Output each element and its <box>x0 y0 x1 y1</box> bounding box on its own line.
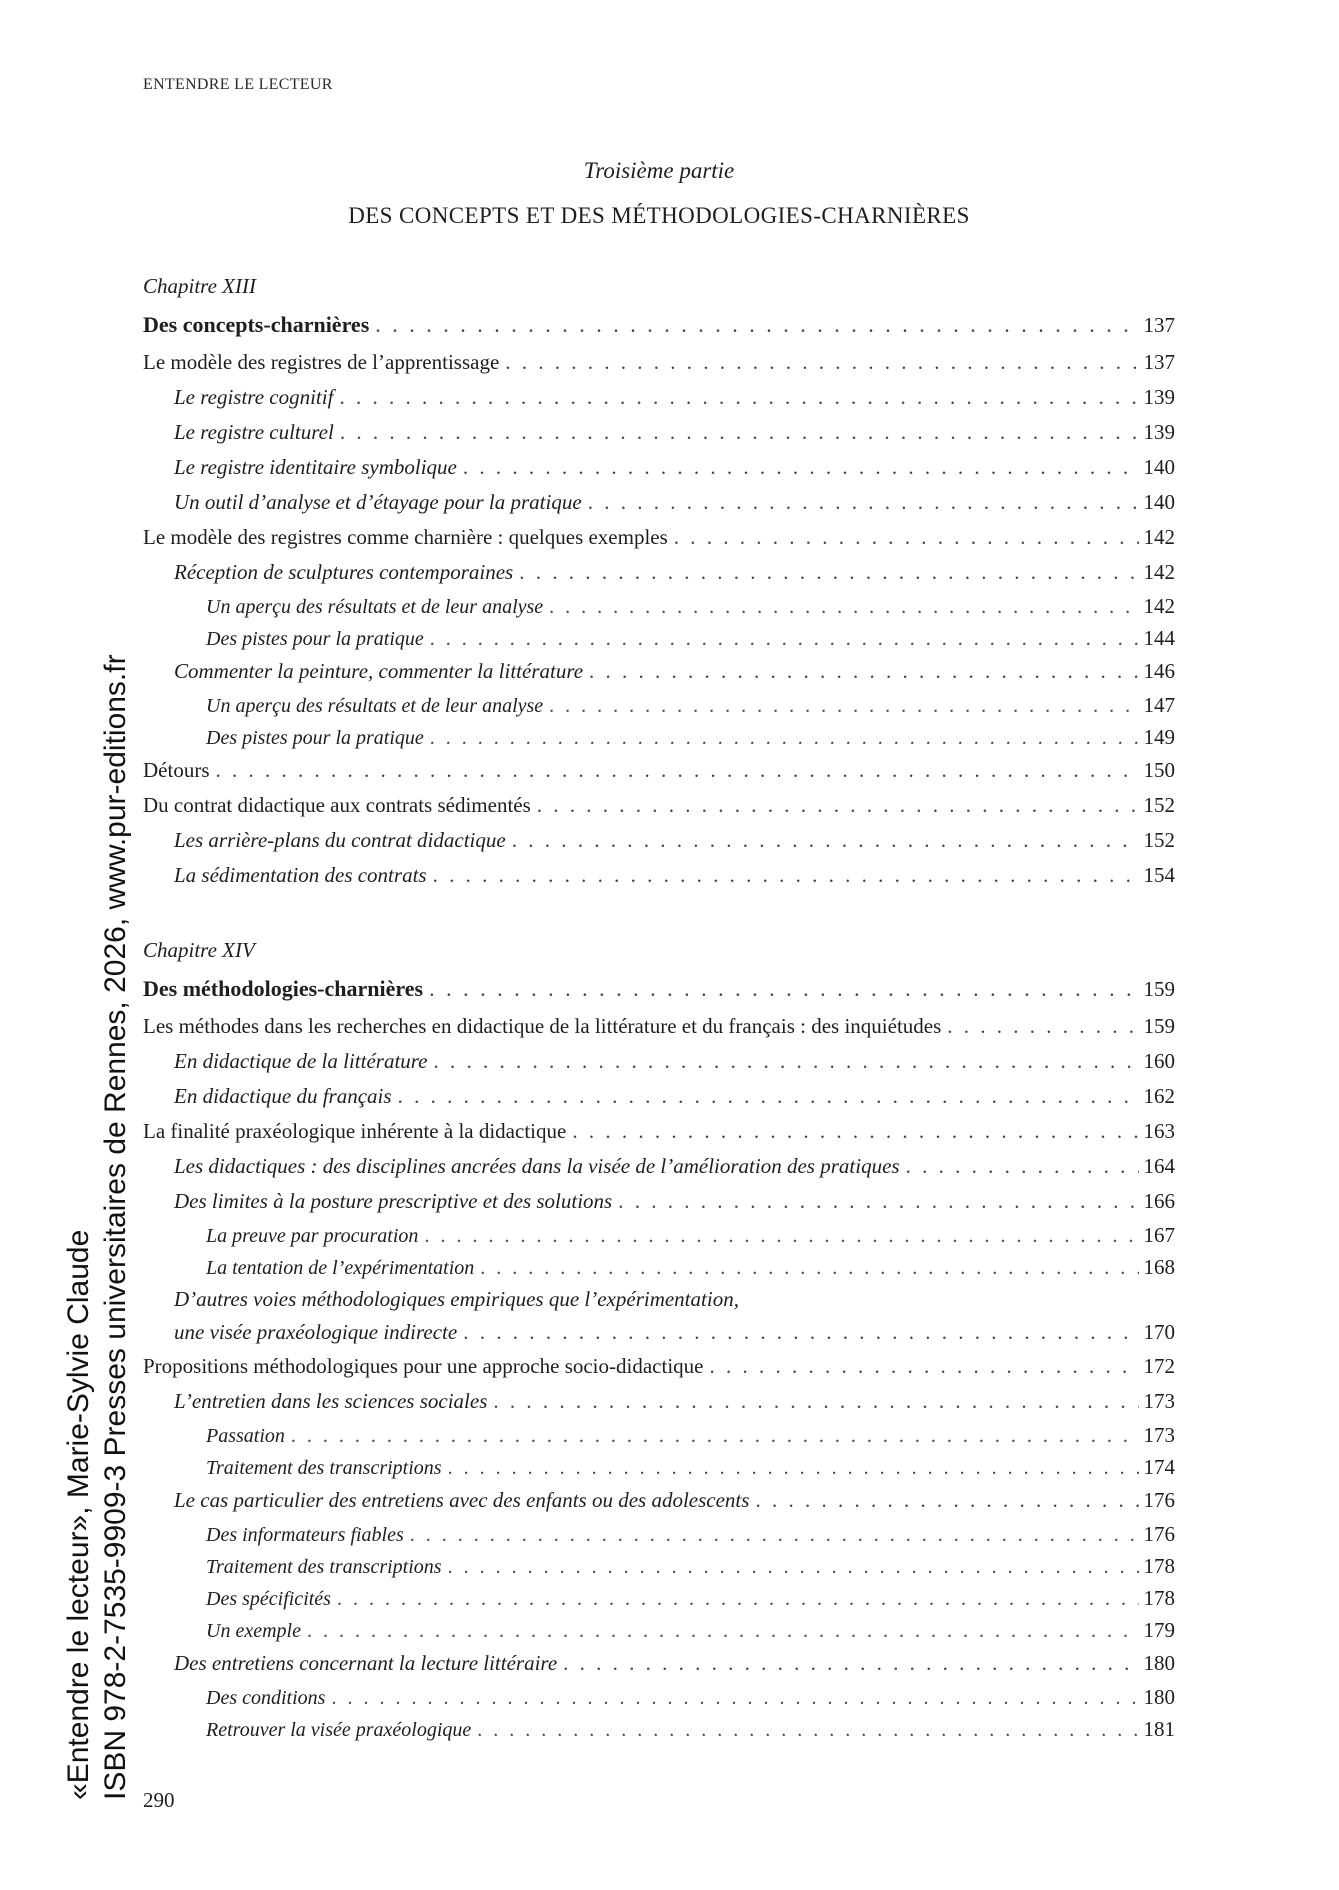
toc-chapter <box>143 267 1175 893</box>
toc-entry[interactable] <box>143 1384 1175 1419</box>
dot-leader <box>906 1149 1139 1184</box>
toc-entry[interactable] <box>143 1044 1175 1079</box>
toc-entry-page: 173 <box>1143 1389 1175 1413</box>
dot-leader <box>477 1714 1138 1746</box>
dot-leader <box>430 623 1139 655</box>
toc-entry-title: Un exemple <box>206 1620 301 1642</box>
toc-entry-page: 142 <box>1143 594 1175 618</box>
toc-entry-page: 178 <box>1143 1586 1175 1610</box>
dot-leader <box>375 305 1138 345</box>
toc-entry[interactable] <box>143 1518 1175 1550</box>
toc-entry[interactable] <box>143 590 1175 622</box>
toc-entry-title: La preuve par procuration <box>206 1225 419 1247</box>
toc-entry-page: 144 <box>1143 626 1175 650</box>
toc-entry-title: Des méthodologies-charnières <box>143 976 424 1001</box>
toc-entry-title: La tentation de l’expérimentation <box>206 1257 475 1279</box>
toc-entry-title: Des limites à la posture prescriptive et des solutions <box>174 1189 613 1213</box>
toc-entry-title: Traitement des transcriptions <box>206 1457 442 1479</box>
toc-entry-page: 166 <box>1143 1189 1175 1213</box>
dot-leader <box>433 858 1139 893</box>
toc-entry-page: 180 <box>1143 1685 1175 1709</box>
dot-leader <box>947 1009 1138 1044</box>
toc-entry[interactable] <box>143 1451 1175 1483</box>
toc-entry[interactable] <box>143 1184 1175 1219</box>
toc-entry[interactable] <box>143 753 1175 788</box>
toc-entry-title: Retrouver la visée praxéologique <box>206 1719 472 1741</box>
dot-leader <box>410 1519 1139 1551</box>
dot-leader <box>448 1452 1139 1484</box>
toc-entry-title: Les didactiques : des disciplines ancrées dans la visée de l’amélioration des pratiques <box>174 1154 900 1178</box>
toc-entry-title: Réception de sculptures contemporaines <box>174 560 514 584</box>
toc-entry-page: 176 <box>1143 1522 1175 1546</box>
toc-entry-title: Le modèle des registres de l’apprentissage <box>143 350 500 374</box>
dot-leader <box>434 1044 1139 1079</box>
toc-entry-title: Un aperçu des résultats et de leur analyse <box>206 596 544 618</box>
dot-leader <box>331 1682 1138 1714</box>
chapter-title-entry[interactable] <box>143 305 1175 345</box>
toc-entry[interactable] <box>143 555 1175 590</box>
toc-entry-page: 142 <box>1143 525 1175 549</box>
dot-leader <box>618 1184 1138 1219</box>
toc-entry[interactable] <box>143 1483 1175 1518</box>
toc-entry-page: 140 <box>1143 490 1175 514</box>
toc-entry-page: 154 <box>1143 863 1175 887</box>
dot-leader <box>339 380 1138 415</box>
toc-entry-title: Un aperçu des résultats et de leur analyse <box>206 695 544 717</box>
toc-entry-page: 137 <box>1143 350 1175 374</box>
toc-entry[interactable] <box>143 1646 1175 1681</box>
page-number: 290 <box>143 1788 175 1812</box>
toc-entry-page: 159 <box>1143 1014 1175 1038</box>
toc-entry-page: 170 <box>1143 1320 1175 1344</box>
toc-entry-page: 173 <box>1143 1423 1175 1447</box>
toc-entry-page: 160 <box>1143 1049 1175 1073</box>
toc-entry-title: Des spécificités <box>206 1588 331 1610</box>
dot-leader <box>709 1349 1138 1384</box>
toc-entry[interactable] <box>143 1149 1175 1184</box>
toc-entry-page: 152 <box>1143 828 1175 852</box>
toc-entry-page: 140 <box>1143 455 1175 479</box>
toc-entry[interactable] <box>143 1550 1175 1582</box>
toc-entry[interactable] <box>143 1713 1175 1745</box>
dot-leader <box>519 555 1138 590</box>
toc-entry[interactable] <box>143 721 1175 753</box>
toc-entry-title: Des concepts-charnières <box>143 312 370 337</box>
toc-entry-page: 146 <box>1143 659 1175 683</box>
toc-entry[interactable] <box>143 1614 1175 1646</box>
dot-leader <box>588 485 1139 520</box>
toc-entry-title: Détours <box>143 758 210 782</box>
toc-entry-title: En didactique du français <box>174 1084 392 1108</box>
dot-leader <box>589 654 1138 689</box>
toc-entry-title: Traitement des transcriptions <box>206 1556 442 1578</box>
toc-entry-page: 142 <box>1143 560 1175 584</box>
chapter-label: Chapitre XIII <box>143 274 256 298</box>
toc-entry-page: 139 <box>1143 420 1175 444</box>
toc-entry[interactable] <box>143 1079 1175 1114</box>
dot-leader <box>307 1615 1139 1647</box>
toc-entry[interactable] <box>143 415 1175 450</box>
dot-leader <box>430 722 1139 754</box>
part-subtitle: DES CONCEPTS ET DES MÉTHODOLOGIES-CHARNIÈRES <box>348 203 970 228</box>
toc-entry-title: une visée praxéologique indirecte <box>174 1320 458 1344</box>
toc-entry[interactable] <box>143 788 1175 823</box>
dot-leader <box>537 788 1139 823</box>
dot-leader <box>512 823 1139 858</box>
toc-entry[interactable] <box>143 1219 1175 1251</box>
side-note-line-2: ISBN 978-2-7535-9909-3 Presses universitaires de Rennes, 2026, www.pur-editions.fr <box>99 654 132 1800</box>
toc-entry-page: 164 <box>1143 1154 1175 1178</box>
toc-entry-title: Passation <box>206 1425 285 1447</box>
toc-entry-title: Du contrat didactique aux contrats sédimentés <box>143 793 531 817</box>
toc-entry-title: Un outil d’analyse et d’étayage pour la pratique <box>174 490 582 514</box>
running-head: ENTENDRE LE LECTEUR <box>143 76 333 93</box>
toc-entry-page: 178 <box>1143 1554 1175 1578</box>
toc-entry-title: Propositions méthodologiques pour une approche socio-didactique <box>143 1354 704 1378</box>
dot-leader <box>549 690 1138 722</box>
toc-entry-page: 162 <box>1143 1084 1175 1108</box>
toc-entry-title: Le registre cognitif <box>174 385 334 409</box>
dot-leader <box>549 591 1138 623</box>
toc-entry-page: 172 <box>1143 1354 1175 1378</box>
dot-leader <box>398 1079 1139 1114</box>
toc-entry[interactable] <box>143 450 1175 485</box>
toc-entry[interactable] <box>143 1582 1175 1614</box>
dot-leader <box>480 1252 1138 1284</box>
toc-entry-line-2 <box>174 1316 1175 1349</box>
toc-entry-title: Commenter la peinture, commenter la littérature <box>174 659 584 683</box>
dot-leader <box>563 1646 1138 1681</box>
dot-leader <box>337 1583 1139 1615</box>
dot-leader <box>463 450 1139 485</box>
toc-entry-page: 150 <box>1143 758 1175 782</box>
toc-entry-title: Des conditions <box>206 1687 326 1709</box>
dot-leader <box>505 345 1138 380</box>
dot-leader <box>424 1220 1138 1252</box>
dot-leader <box>755 1483 1138 1518</box>
toc-entry[interactable] <box>143 622 1175 654</box>
toc-entry[interactable] <box>143 1251 1175 1283</box>
dot-leader <box>291 1420 1139 1452</box>
toc-entry-title: L’entretien dans les sciences sociales <box>174 1389 488 1413</box>
toc-entry-title: Le registre identitaire symbolique <box>174 455 457 479</box>
toc-entry[interactable] <box>143 380 1175 415</box>
toc-entry-title: La finalité praxéologique inhérente à la didactique <box>143 1119 567 1143</box>
toc-entry-page: 139 <box>1143 385 1175 409</box>
toc-entry[interactable] <box>143 345 1175 380</box>
toc-entry-title: La sédimentation des contrats <box>174 863 427 887</box>
toc-entry[interactable] <box>143 1349 1175 1384</box>
toc-entry-page: 163 <box>1143 1119 1175 1143</box>
toc-entry-page: 168 <box>1143 1255 1175 1279</box>
toc-entry-title: Des entretiens concernant la lecture littéraire <box>174 1651 558 1675</box>
toc-entry-title: En didactique de la littérature <box>174 1049 428 1073</box>
dot-leader <box>340 415 1139 450</box>
chapter-title-entry[interactable] <box>143 969 1175 1009</box>
toc-chapter <box>143 931 1175 1745</box>
toc-entry-title: Le registre culturel <box>174 420 334 444</box>
toc-entry-title: Le cas particulier des entretiens avec des enfants ou des adolescents <box>174 1488 750 1512</box>
toc-entry[interactable] <box>143 858 1175 893</box>
toc-entry-title: Des pistes pour la pratique <box>206 628 424 650</box>
toc-entry[interactable] <box>143 485 1175 520</box>
toc-entry-title: Les arrière-plans du contrat didactique <box>174 828 506 852</box>
toc-entry-page: 147 <box>1143 693 1175 717</box>
toc-entry[interactable] <box>143 654 1175 689</box>
toc-entry[interactable] <box>143 689 1175 721</box>
toc-entry-title: Des informateurs fiables <box>206 1524 404 1546</box>
toc-entry-page: 137 <box>1143 313 1175 337</box>
toc-entry-title-line-1: D’autres voies méthodologiques empiriques que l’expérimentation, <box>174 1287 739 1311</box>
dot-leader <box>674 520 1139 555</box>
part-title: Troisième partie <box>583 158 735 183</box>
dot-leader <box>429 969 1138 1009</box>
toc-entry[interactable] <box>143 1681 1175 1713</box>
toc-entry-page: 152 <box>1143 793 1175 817</box>
toc-entry[interactable] <box>143 1419 1175 1451</box>
toc-entry[interactable] <box>143 1114 1175 1149</box>
toc-entry-page: 159 <box>1143 977 1175 1001</box>
toc-entry-page: 181 <box>1143 1717 1175 1741</box>
toc-entry-title: Les méthodes dans les recherches en didactique de la littérature et du français : des inquiétudes <box>143 1014 942 1038</box>
dot-leader <box>448 1551 1139 1583</box>
dot-leader <box>216 753 1139 788</box>
chapter-label: Chapitre XIV <box>143 938 255 962</box>
side-note-line-1: «Entendre le lecteur», Marie-Sylvie Claude <box>62 1229 95 1800</box>
toc-entry-page: 176 <box>1143 1488 1175 1512</box>
side-note <box>60 100 134 1800</box>
toc-entry-title: Des pistes pour la pratique <box>206 727 424 749</box>
toc-entry-page: 167 <box>1143 1223 1175 1247</box>
table-of-contents <box>143 267 1175 1745</box>
toc-entry-title: Le modèle des registres comme charnière : quelques exemples <box>143 525 668 549</box>
dot-leader <box>463 1316 1138 1349</box>
dot-leader <box>572 1114 1138 1149</box>
toc-entry[interactable] <box>143 823 1175 858</box>
toc-entry-page: 149 <box>1143 725 1175 749</box>
toc-entry-page: 180 <box>1143 1651 1175 1675</box>
toc-entry[interactable] <box>143 1009 1175 1044</box>
toc-entry[interactable] <box>143 1283 1175 1349</box>
toc-entry-page: 174 <box>1143 1455 1175 1479</box>
toc-entry[interactable] <box>143 520 1175 555</box>
toc-entry-page: 179 <box>1143 1618 1175 1642</box>
dot-leader <box>493 1384 1138 1419</box>
